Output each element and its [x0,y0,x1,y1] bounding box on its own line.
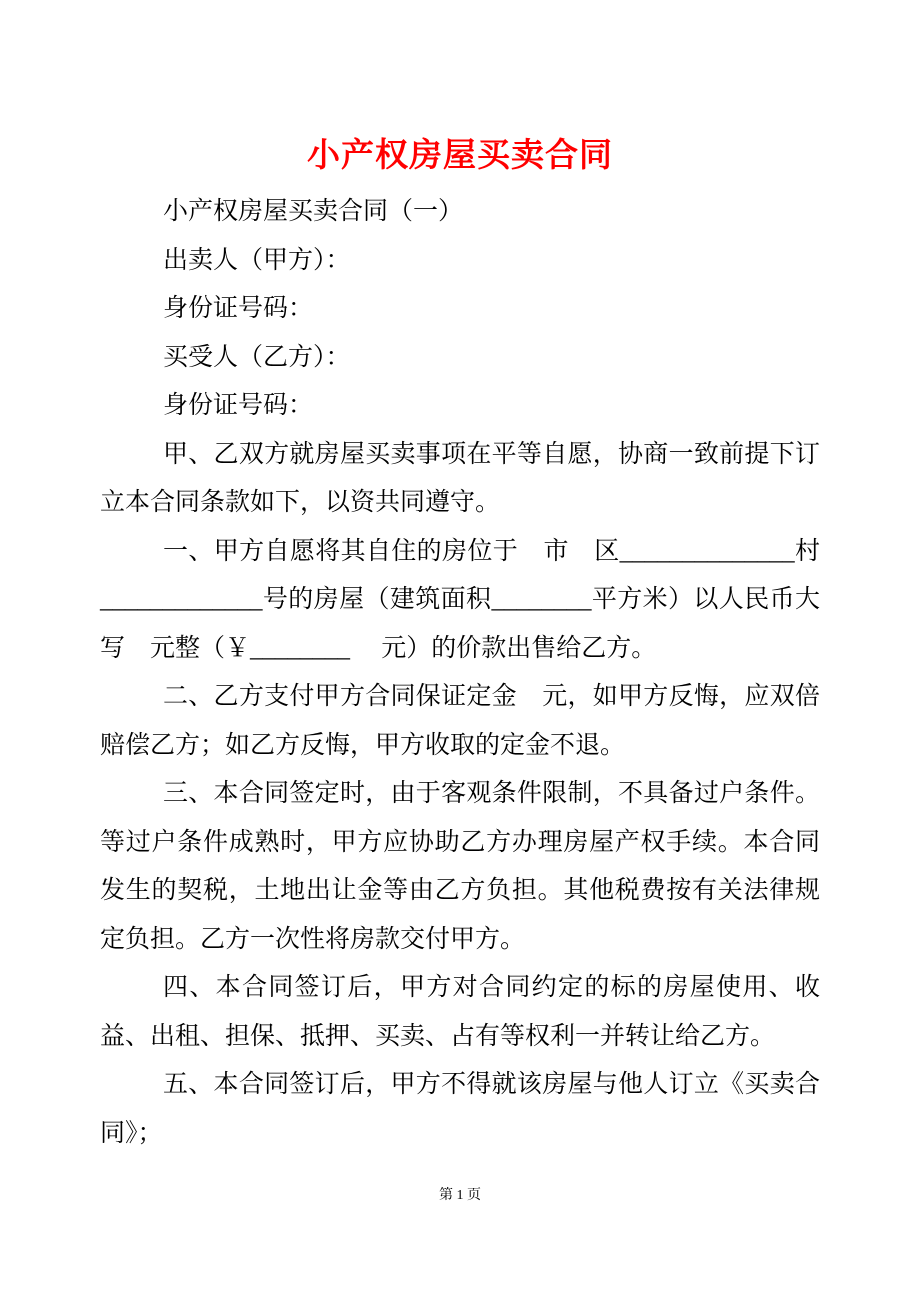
clause-2-paragraph: 二、乙方支付甲方合同保证定金 元，如甲方反悔，应双倍赔偿乙方；如乙方反悔，甲方收取的定金不退。 [100,683,820,759]
contract-body [100,188,820,1158]
clause-1-paragraph: 一、甲方自愿将其自住的房位于 市 区______________村_____________号的房屋（建筑面积________平方米）以人民币大写 元整（￥________ 元）的价款出售给乙方。 [100,537,820,662]
clause-5-paragraph: 五、本合同签订后，甲方不得就该房屋与他人订立《买卖合同》； [100,1071,820,1147]
contract-subtitle: 小产权房屋买卖合同（一） [163,198,464,225]
clause-3-paragraph: 三、本合同签定时，由于客观条件限制，不具备过户条件。等过户条件成熟时，甲方应协助乙方办理房屋产权手续。本合同发生的契税，土地出让金等由乙方负担。其他税费按有关法律规定负担。乙方一次性将房款交付甲方。 [100,780,820,953]
document-title: 小产权房屋买卖合同 [307,136,613,173]
page-number: 第 1 页 [439,1188,481,1203]
seller-id-line: 身份证号码： [163,295,314,322]
clause-4-paragraph: 四、本合同签订后，甲方对合同约定的标的房屋使用、收益、出租、担保、抵押、买卖、占有等权利一并转让给乙方。 [100,974,820,1050]
buyer-party-line: 买受人（乙方）： [163,343,351,371]
page-footer [0,1185,920,1207]
buyer-id-line: 身份证号码： [163,392,314,419]
preamble-paragraph: 甲、乙双方就房屋买卖事项在平等自愿，协商一致前提下订立本合同条款如下，以资共同遵守。 [100,440,820,516]
seller-party-line: 出卖人（甲方）： [163,246,351,274]
